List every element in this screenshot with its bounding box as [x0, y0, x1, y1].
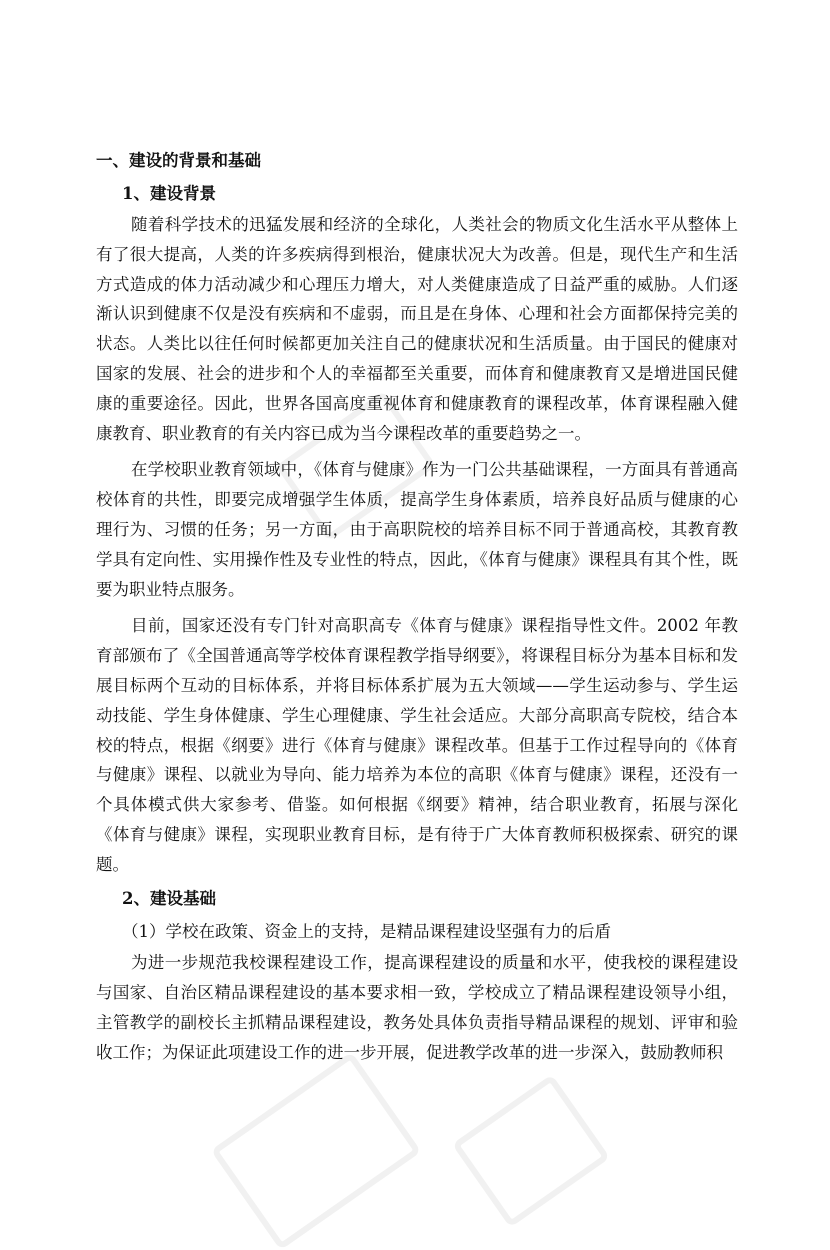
- background-paragraph: 在学校职业教育领域中，《体育与健康》作为一门公共基础课程，一方面具有普通高校体育的共性，即要完成增强学生体质，提高学生身体素质，培养良好品质与健康的心理行为、习惯的任务；另一方面，由于高职院校的培养目标不同于普通高校，其教育教学具有定向性、实用操作性及专业性的特点，因此，《体育与健康》课程具有其个性，既要为职业特点服务。: [96, 460, 738, 599]
- document-body: [96, 146, 738, 1068]
- watermark-shape: [211, 1052, 422, 1250]
- foundation-heading: 2、建设基础: [122, 888, 216, 908]
- background-paragraph: 目前，国家还没有专门针对高职高专《体育与健康》课程指导性文件。2002 年教育部颁布了《全国普通高等学校体育课程教学指导纲要》，将课程目标分为基本目标和发展目标两个互动的目标体系，并将目标体系扩展为五大领域——学生运动参与、学生运动技能、学生身体健康、学生心理健康、学生社会适应。大部分高职高专院校，结合本校的特点，根据《纲要》进行《体育与健康》课程改革。但基于工作过程导向的《体育与健康》课程、以就业为导向、能力培养为本位的高职《体育与健康》课程，还没有一个具体模式供大家参考、借鉴。如何根据《纲要》精神，结合职业教育，拓展与深化《体育与健康》课程，实现职业教育目标，是有待于广大体育教师积极探索、研究的课题。: [96, 616, 738, 874]
- background-heading: 1、建设背景: [122, 184, 216, 203]
- watermark-shape: [452, 1074, 610, 1228]
- foundation-paragraph: 为进一步规范我校课程建设工作，提高课程建设的质量和水平，使我校的课程建设与国家、自治区精品课程建设的基本要求相一致，学校成立了精品课程建设领导小组，主管教学的副校长主抓精品课程建设，教务处具体负责指导精品课程的规划、评审和验收工作；为保证此项建设工作的进一步开展，促进教学改革的进一步深入，鼓励教师积: [96, 953, 738, 1062]
- background-paragraph: 随着科学技术的迅猛发展和经济的全球化，人类社会的物质文化生活水平从整体上有了很大提高，人类的许多疾病得到根治，健康状况大为改善。但是，现代生产和生活方式造成的体力活动减少和心理压力增大，对人类健康造成了日益严重的威胁。人们逐渐认识到健康不仅是没有疾病和不虚弱，而且是在身体、心理和社会方面都保持完美的状态。人类比以往任何时候都更加关注自己的健康状况和生活质量。由于国民的健康对国家的发展、社会的进步和个人的幸福都至关重要，而体育和健康教育又是增进国民健康的重要途径。因此，世界各国高度重视体育和健康教育的课程改革，体育课程融入健康教育、职业教育的有关内容已成为当今课程改革的重要趋势之一。: [96, 215, 738, 443]
- foundation-sub-heading: （1）学校在政策、资金上的支持，是精品课程建设坚强有力的后盾: [122, 921, 611, 941]
- section-heading: 一、建设的背景和基础: [96, 151, 261, 170]
